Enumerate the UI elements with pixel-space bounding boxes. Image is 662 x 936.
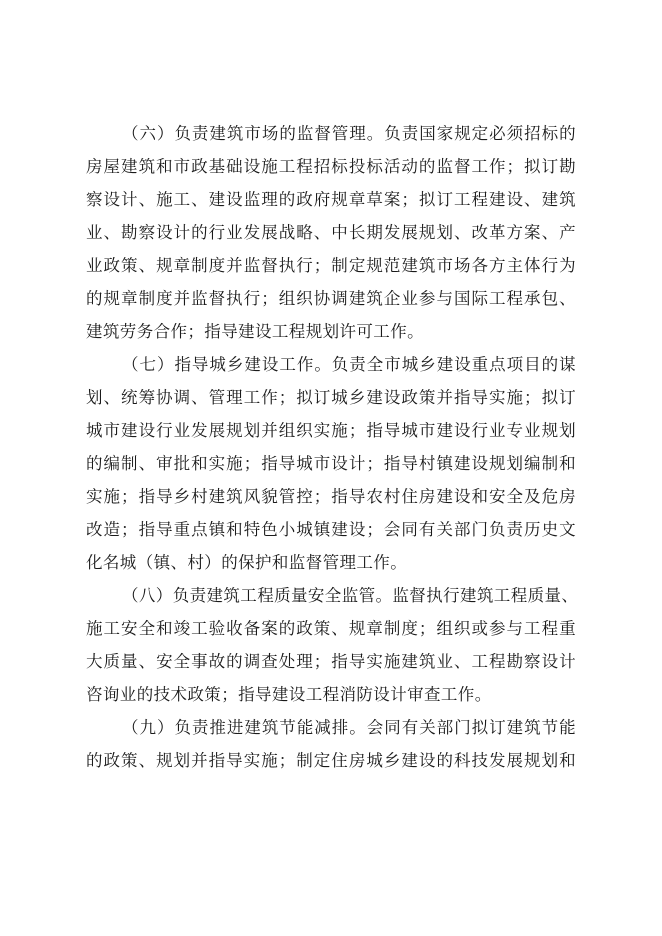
paragraph-line: 城市建设行业发展规划并组织实施；指导城市建设行业专业规划 xyxy=(86,421,576,440)
paragraph-line: 的编制、审批和实施；指导城市设计；指导村镇建设规划编制和 xyxy=(86,454,576,473)
paragraph-line: 实施；指导乡村建筑风貌管控；指导农村住房建设和安全及危房 xyxy=(86,487,576,506)
paragraph-line: （九）负责推进建筑节能减排。会同有关部门拟订建筑节能 xyxy=(122,718,576,737)
paragraph-line: 察设计、施工、建设监理的政府规章草案；拟订工程建设、建筑 xyxy=(86,190,576,209)
paragraph-line: 业、勘察设计的行业发展战略、中长期发展规划、改革方案、产 xyxy=(86,223,576,242)
paragraph-line: 划、统筹协调、管理工作；拟订城乡建设政策并指导实施；拟订 xyxy=(86,388,576,407)
paragraph-line: （七）指导城乡建设工作。负责全市城乡建设重点项目的谋 xyxy=(122,355,576,374)
paragraph-line: 的规章制度并监督执行；组织协调建筑企业参与国际工程承包、 xyxy=(86,289,576,308)
paragraph-line: 业政策、规章制度并监督执行；制定规范建筑市场各方主体行为 xyxy=(86,256,576,275)
paragraph-line: （六）负责建筑市场的监督管理。负责国家规定必须招标的 xyxy=(122,124,576,143)
paragraph-line: 建筑劳务合作；指导建设工程规划许可工作。 xyxy=(86,322,424,341)
paragraph-line: 改造；指导重点镇和特色小城镇建设；会同有关部门负责历史文 xyxy=(86,520,576,539)
paragraph-line: 房屋建筑和市政基础设施工程招标投标活动的监督工作；拟订勘 xyxy=(86,157,576,176)
paragraph-line: （八）负责建筑工程质量安全监管。监督执行建筑工程质量、 xyxy=(122,586,579,605)
paragraph-line: 大质量、安全事故的调查处理；指导实施建筑业、工程勘察设计 xyxy=(86,652,576,671)
paragraph-line: 咨询业的技术政策；指导建设工程消防设计审查工作。 xyxy=(86,685,492,704)
paragraph-line: 化名城（镇、村）的保护和监督管理工作。 xyxy=(86,553,408,572)
paragraph-line: 施工安全和竣工验收备案的政策、规章制度；组织或参与工程重 xyxy=(86,619,576,638)
paragraph-line: 的政策、规划并指导实施；制定住房城乡建设的科技发展规划和 xyxy=(86,751,576,770)
